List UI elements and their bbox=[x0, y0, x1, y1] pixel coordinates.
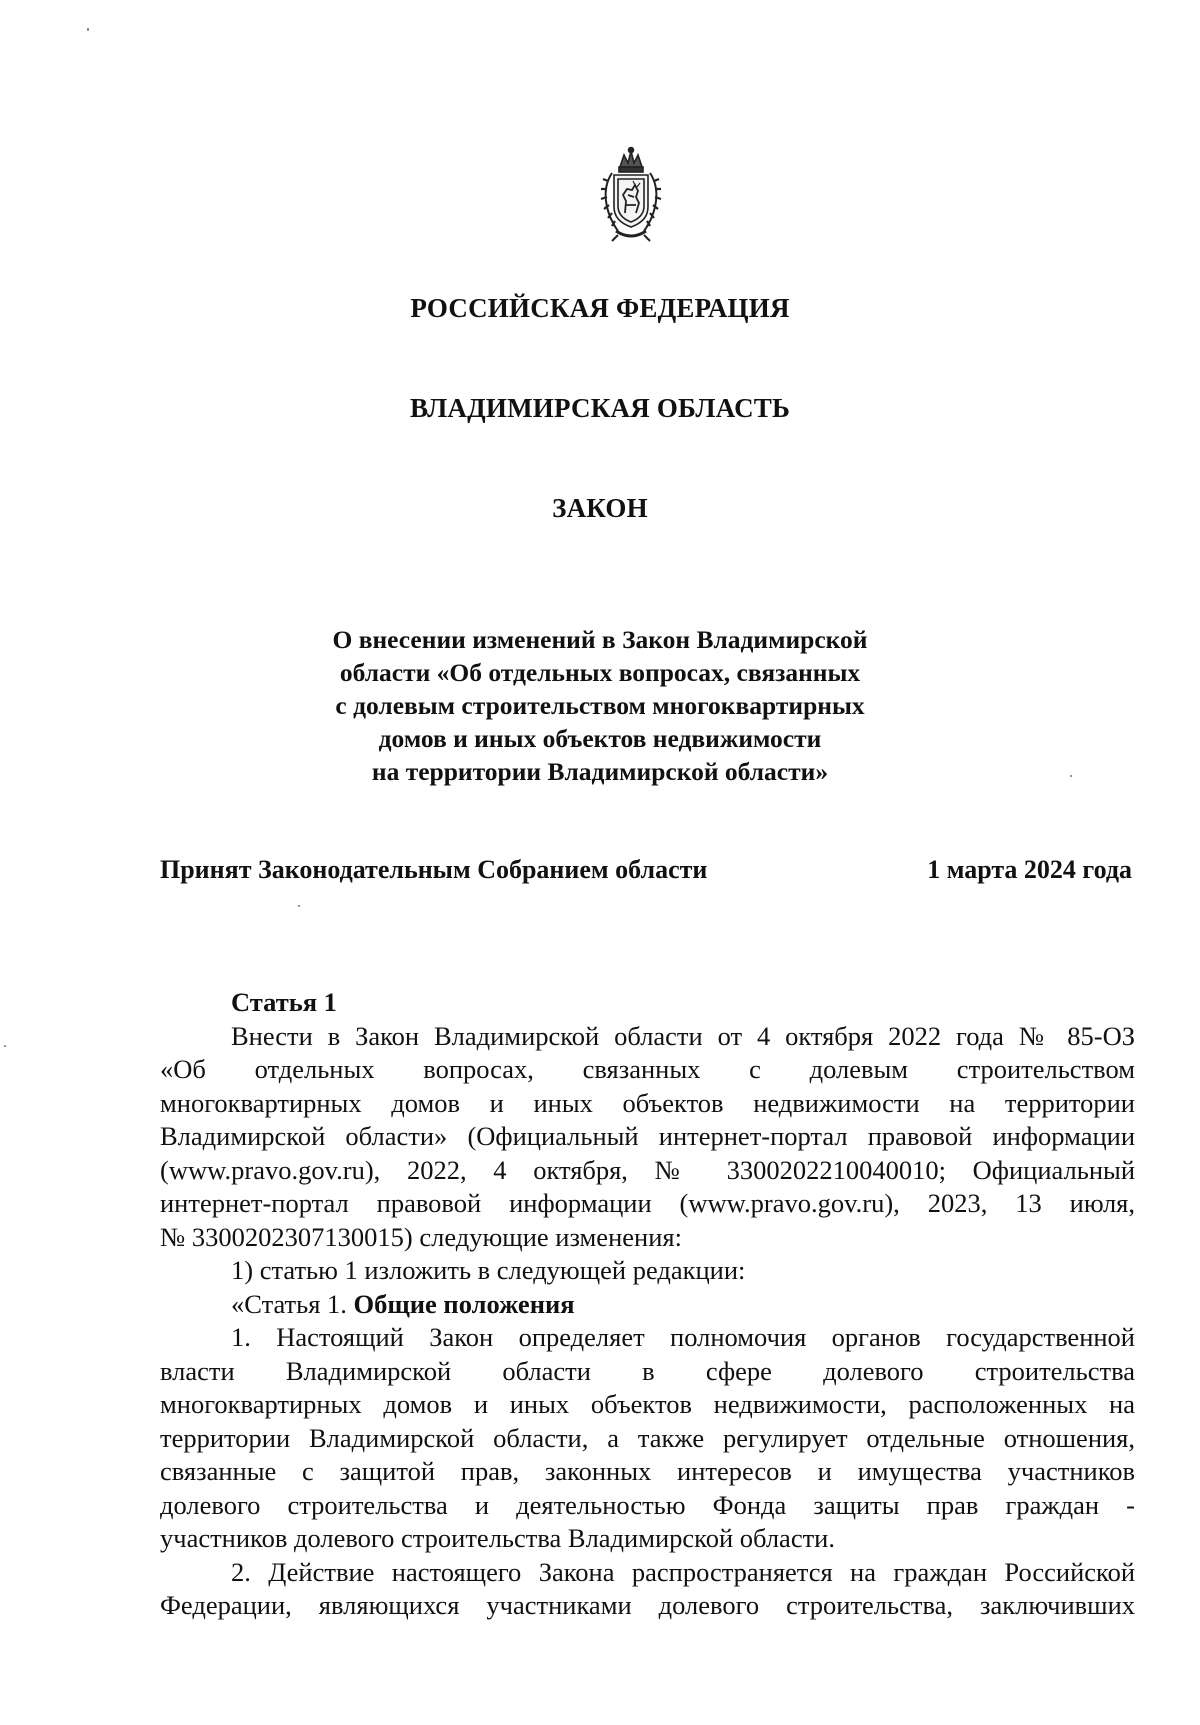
document-type-heading: ЗАКОН bbox=[552, 493, 648, 523]
paragraph-line: многоквартирных домов и иных объектов недвижимости на территории bbox=[160, 1087, 1135, 1118]
paragraph-line: Федерации, являющихся участниками долевого строительства, заключивших bbox=[160, 1590, 1135, 1620]
paragraph-line: 2. Действие настоящего Закона распространяется на граждан Российской bbox=[231, 1556, 1135, 1587]
quoted-article-title: Общие положения bbox=[353, 1288, 575, 1319]
adopted-by: Принят Законодательным Собранием области bbox=[160, 855, 708, 884]
country-heading: РОССИЙСКАЯ ФЕДЕРАЦИЯ bbox=[410, 293, 790, 323]
paragraph-line: власти Владимирской области в сфере долевого строительства bbox=[160, 1355, 1135, 1386]
paragraph-line: (www.pravo.gov.ru), 2022, 4 октября, № 3300202210040010; Официальный bbox=[160, 1154, 1135, 1185]
quoted-article-heading bbox=[160, 1288, 1135, 1322]
paragraph-line: № 3300202307130015) следующие изменения: bbox=[160, 1221, 682, 1252]
article-1 bbox=[160, 986, 1135, 1623]
paragraph-line: многоквартирных домов и иных объектов недвижимости, расположенных на bbox=[160, 1389, 1135, 1419]
paragraph-line: долевого строительства и деятельностью Фонда защиты прав граждан - bbox=[160, 1489, 1135, 1520]
adopted-date: 1 марта 2024 года bbox=[927, 855, 1132, 884]
scan-speck bbox=[1070, 775, 1072, 777]
paragraph-line: Владимирской области» (Официальный интернет-портал правовой информации bbox=[160, 1121, 1135, 1151]
title-line: О внесении изменений в Закон Владимирской bbox=[332, 625, 868, 654]
article-heading: Статья 1 bbox=[231, 987, 337, 1017]
paragraph-line: связанные с защитой прав, законных интересов и имущества участников bbox=[160, 1456, 1135, 1486]
paragraph-line: участников долевого строительства Владимирской области. bbox=[160, 1523, 835, 1553]
title-line: области «Об отдельных вопросах, связанных bbox=[339, 658, 861, 687]
title-line: домов и иных объектов недвижимости bbox=[378, 724, 822, 753]
amendment-item: 1) статью 1 изложить в следующей редакции: bbox=[231, 1255, 746, 1285]
title-line: с долевым строительством многоквартирных bbox=[335, 691, 865, 720]
scan-speck bbox=[298, 905, 300, 907]
paragraph-line: интернет-портал правовой информации (www.pravo.gov.ru), 2023, 13 июля, bbox=[160, 1188, 1135, 1218]
scan-speck bbox=[4, 1045, 6, 1047]
law-title bbox=[250, 623, 950, 788]
paragraph-line: территории Владимирской области, а также регулирует отдельные отношения, bbox=[160, 1422, 1135, 1453]
quoted-article-prefix: «Статья 1. bbox=[231, 1288, 347, 1319]
paragraph-line: «Об отдельных вопросах, связанных с долевым строительством bbox=[160, 1054, 1135, 1084]
region-heading: ВЛАДИМИРСКАЯ ОБЛАСТЬ bbox=[409, 393, 791, 423]
paragraph-line: 1. Настоящий Закон определяет полномочия органов государственной bbox=[231, 1322, 1135, 1352]
title-line: на территории Владимирской области» bbox=[371, 757, 829, 786]
coat-of-arms-icon bbox=[598, 145, 664, 245]
scan-speck bbox=[87, 28, 89, 31]
paragraph-line: Внести в Закон Владимирской области от 4 октября 2022 года № 85-ОЗ bbox=[231, 1020, 1135, 1051]
